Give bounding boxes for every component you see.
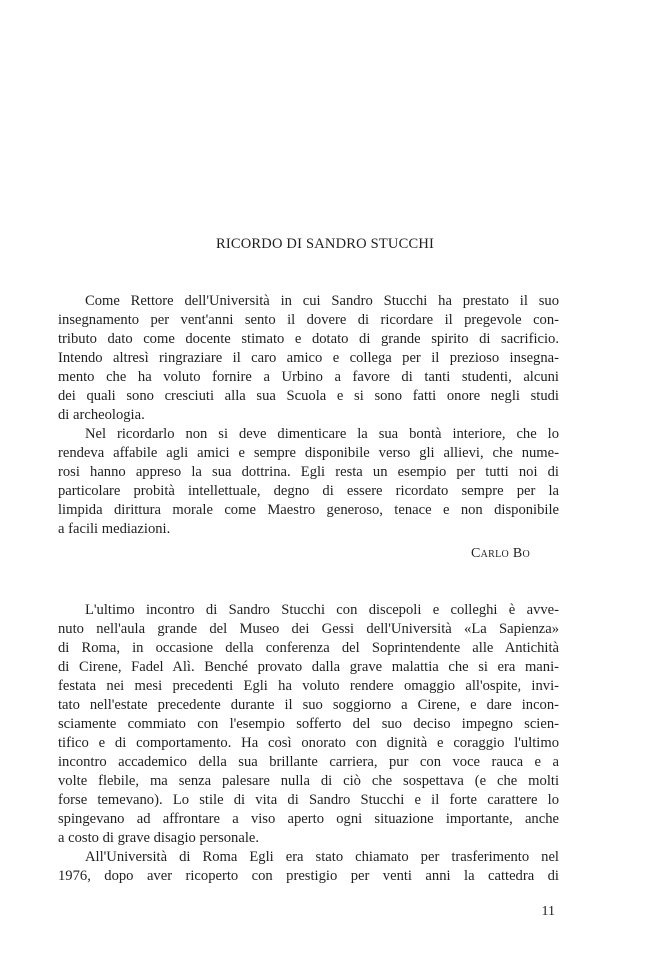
- author-signature: Carlo Bo: [470, 546, 530, 561]
- tribute-paragraphs: [58, 292, 559, 539]
- text-line: rosi hanno appreso la sua dottrina. Egli resta un esempio per tutti noi di: [58, 464, 559, 480]
- text-line: incontro accademico della sua brillante carriera, pur con voce rauca e a: [58, 754, 559, 770]
- text-line: nuto nell'aula grande del Museo dei Gessi dell'Università «La Sapienza»: [58, 621, 559, 637]
- text-line: spingevano ad affrontare a viso aperto ogni situazione importante, anche: [58, 811, 559, 827]
- memorial-paragraphs: [58, 601, 559, 886]
- text-line: festata nei mesi precedenti Egli ha voluto rendere omaggio all'ospite, invi-: [58, 678, 559, 694]
- text-line: Intendo altresì ringraziare il caro amico e collega per il prezioso insegna-: [58, 350, 559, 366]
- text-line: mento che ha voluto fornire a Urbino a favore di tanti studenti, alcuni: [58, 369, 559, 385]
- text-line: Nel ricordarlo non si deve dimenticare la sua bontà interiore, che lo: [85, 426, 559, 442]
- text-line: forse temevano). Lo stile di vita di Sandro Stucchi e il forte carattere lo: [58, 792, 559, 808]
- text-line: di Cirene, Fadel Alì. Benché provato dalla grave malattia che si era mani-: [58, 659, 559, 675]
- text-line: insegnamento per vent'anni sento il dovere di ricordare il pregevole con-: [58, 312, 559, 328]
- text-line: a costo di grave disagio personale.: [58, 830, 260, 846]
- text-line: sciamente commiato con l'esempio sofferto del suo deciso impegno scien-: [58, 716, 559, 732]
- text-line: Come Rettore dell'Università in cui Sandro Stucchi ha prestato il suo: [85, 293, 559, 309]
- text-line: tifico e di comportamento. Ha così onorato con dignità e coraggio l'ultimo: [58, 735, 559, 751]
- text-line: dei quali sono cresciuti alla sua Scuola e si sono fatti onore negli studi: [58, 388, 559, 404]
- text-line: di archeologia.: [58, 407, 145, 423]
- text-line: a facili mediazioni.: [58, 521, 171, 537]
- page-title: RICORDO DI SANDRO STUCCHI: [215, 236, 435, 252]
- text-line: All'Università di Roma Egli era stato chiamato per trasferimento nel: [85, 849, 559, 865]
- text-line: L'ultimo incontro di Sandro Stucchi con discepoli e colleghi è avve-: [85, 602, 559, 618]
- text-line: rendeva affabile agli amici e sempre disponibile verso gli allievi, che nume-: [58, 445, 559, 461]
- text-line: tato nell'estate precedente durante il suo soggiorno a Cirene, e dare incon-: [58, 697, 559, 713]
- text-line: limpida dirittura morale come Maestro generoso, tenace e non disponibile: [58, 502, 559, 518]
- text-line: particolare probità intellettuale, degno di essere ricordato sempre per la: [58, 483, 559, 499]
- text-line: di Roma, in occasione della conferenza del Soprintendente alle Antichità: [58, 640, 559, 656]
- text-line: 1976, dopo aver ricoperto con prestigio per venti anni la cattedra di: [58, 868, 559, 884]
- text-line: volte flebile, ma senza palesare nulla di ciò che sospettava (e che molti: [58, 773, 559, 789]
- page-number: 11: [541, 904, 555, 919]
- text-line: tributo dato come docente stimato e dotato di grande spirito di sacrificio.: [58, 331, 559, 347]
